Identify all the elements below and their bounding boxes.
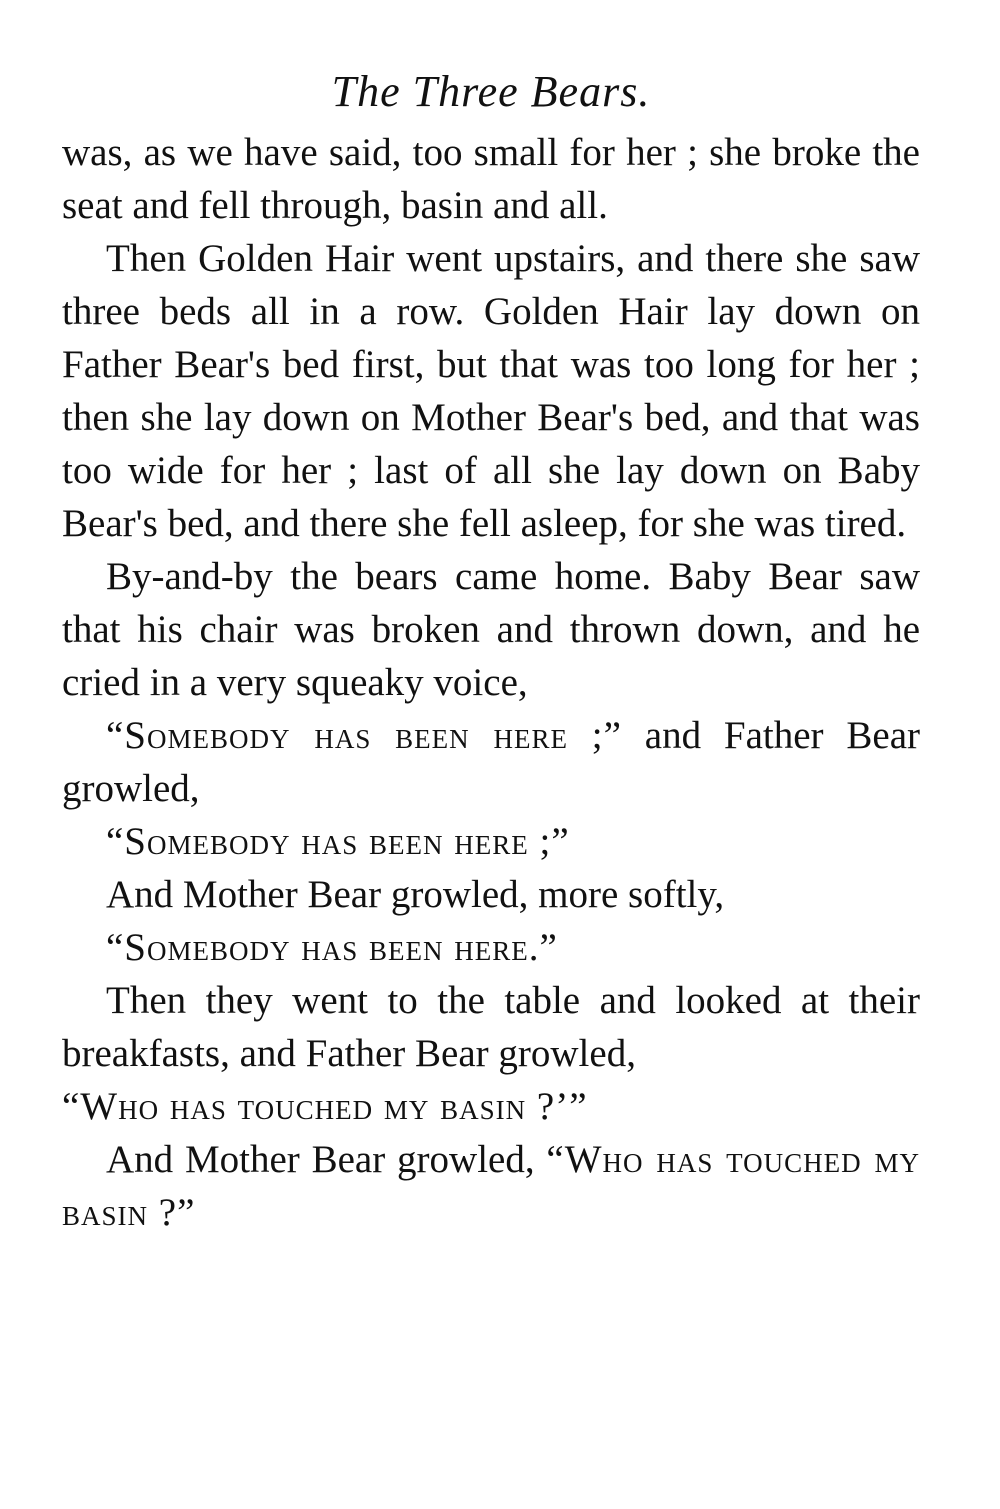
- paragraph: [62, 974, 920, 1080]
- paragraph: [62, 550, 920, 709]
- running-head: The Three Bears.: [331, 67, 651, 116]
- paragraph-text: and Father Bear growled,: [62, 714, 920, 810]
- paragraph-text: And Mother Bear growled,: [106, 1138, 547, 1181]
- paragraph-text: Then they went to the table and looked at their breakfasts, and Father Bear growled,: [62, 979, 920, 1075]
- paragraph: [62, 868, 920, 921]
- paragraph-text: By-and-by the bears came home. Baby Bear saw that his chair was broken and thrown down, and he cried in a very squeaky voice,: [62, 555, 920, 704]
- paragraph: [62, 1080, 920, 1133]
- dialogue-quote: “Somebody has been here.”: [106, 926, 558, 969]
- dialogue-quote: “Who has touched my basin ?”: [62, 1138, 920, 1234]
- book-page: [62, 62, 920, 1239]
- paragraph: [62, 232, 920, 550]
- dialogue-quote: “Somebody has been here ;”: [106, 714, 622, 757]
- paragraph: [62, 126, 920, 232]
- dialogue-quote: “Somebody has been here ;”: [106, 820, 570, 863]
- paragraph-text: was, as we have said, too small for her ; she broke the seat and fell through, basin and all.: [62, 131, 920, 227]
- paragraph: [62, 1133, 920, 1239]
- paragraph: [62, 921, 920, 974]
- paragraph: [62, 709, 920, 815]
- paragraph: [62, 815, 920, 868]
- paragraph-text: Then Golden Hair went upstairs, and there she saw three beds all in a row. Golden Hair lay down on Father Bear's bed first, but that was too long for her ; then she lay down on Mother Bear's bed, and that was too wide for her ; last of all she lay down on Baby Bear's bed, and there she fell asleep, for she was tired.: [62, 237, 920, 545]
- paragraph-text: And Mother Bear growled, more softly,: [106, 873, 725, 916]
- dialogue-quote: “Who has touched my basin ?’”: [62, 1085, 588, 1128]
